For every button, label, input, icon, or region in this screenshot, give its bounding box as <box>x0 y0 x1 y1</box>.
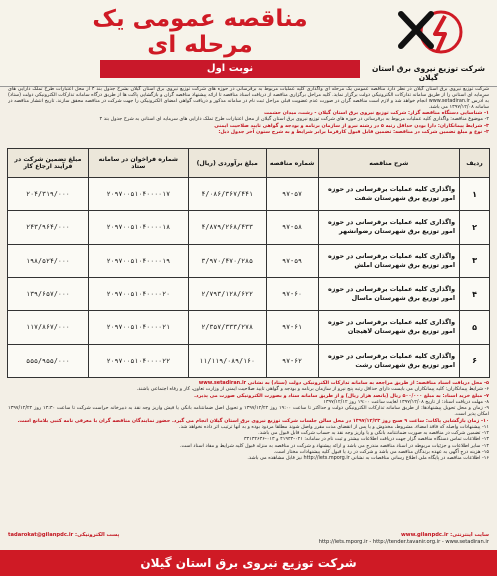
cell-code: ۹۷-۵۸ <box>266 211 318 244</box>
cell-guarantee: ۱۳۹/۶۵۷/۰۰۰ <box>8 277 89 310</box>
cell-estimate: ۳/۹۷۰/۴۷۰/۲۸۵ <box>188 244 266 277</box>
email-label: پست الکترونیکی: <box>75 532 120 538</box>
cell-desc: واگذاری کلیه عملیات برقرسانی در حوزه امور توزیع برق شهرستان رضوانشهر <box>318 211 460 244</box>
note-item: ۷- مبلغ خرید اسناد: به مبلغ ۵۰۰/۰۰۰ ریال (پانصد هزار ریال) و از طریق سامانه ستاد و بصورت الکترونیکی صورت می پذیرد. <box>194 392 489 399</box>
table-header-row <box>8 149 490 178</box>
header-guarantee: مبلغ تضمین شرکت در فرآیند ارجاع کار <box>8 149 89 178</box>
intro-point-4: ۴- نوع و مبلغ تضمین شرکت در مناقصه: تضمین قابل قبول کارفرما برابر شرایط و به شرح ستون آخر جدول ذیل: <box>218 128 489 135</box>
note-item: ۱۲- تضمین شرکت در مناقصه به صورت ضمانتنامه بانکی و یا واریز وجه نقد به حساب شرکت قابل قبول می باشد. <box>258 430 489 436</box>
email-link[interactable]: tadarokat@gilanpdc.ir <box>8 532 74 538</box>
cell-setad: ۲۰۹۷۰۰۵۱۰۴۰۰۰۰۲۲ <box>88 344 188 377</box>
cell-estimate: ۴/۰۸۶/۳۶۷/۴۴۱ <box>188 178 266 211</box>
cell-desc: واگذاری کلیه عملیات برقرسانی در حوزه امور توزیع برق شهرستان املش <box>318 244 460 277</box>
table-row <box>8 211 490 244</box>
cell-row-no: ۲ <box>460 211 490 244</box>
intro-point-2: ۲- موضوع مناقصه: واگذاری کلیه عملیات مربوط به برقرسانی در حوزه های شرکت توزیع نیروی برق استان گیلان از محل اعتبارات طرح تملک دارایی های سرمایه ای استانی به شرح جدول بند ۴ <box>99 116 489 123</box>
notice-header <box>0 0 497 87</box>
note-item: ۱۴- سایر اطلاعات و جزئیات مربوطه در اسناد مناقصه مندرج می باشد و ارائه پیشنهاد و شرکت در مناقصه به منزله قبول کلیه شرایط و مفاد اسناد است. <box>179 442 489 449</box>
cell-guarantee: ۱۱۷/۸۶۷/۰۰۰ <box>8 311 89 344</box>
table-row <box>8 277 490 310</box>
cell-row-no: ۶ <box>460 344 490 377</box>
table-row <box>8 178 490 211</box>
note-item: ۸- مهلت دریافت اسناد: از تاریخ ۱۳۹۷/۱۲/۰۸ لغایت ساعت ۱۹:۰۰ روز ۱۳۹۷/۱۲/۱۲ <box>323 398 489 405</box>
cell-desc: واگذاری کلیه عملیات برقرسانی در حوزه امور توزیع برق شهرستان رشت <box>318 344 460 377</box>
cell-code: ۹۷-۶۰ <box>266 277 318 310</box>
header-row-no: ردیف <box>460 149 490 178</box>
note-item: ۶- شرایط پیمانکاران: کلیه پیمانکاران می بایست دارای حداقل رتبه پنج نیرو از سازمان برنامه و بودجه و گواهی تایید صلاحیت ایمنی از وزارت تعاون، کار و رفاه اجتماعی باشند. <box>136 386 489 393</box>
cell-code: ۹۷-۵۹ <box>266 244 318 277</box>
cell-row-no: ۱ <box>460 178 490 211</box>
cell-row-no: ۴ <box>460 277 490 310</box>
tenders-table <box>7 148 490 378</box>
notes-section <box>8 380 489 530</box>
intro-point-1: ۱- شناسایی دستگاه مناقصه گزار: شرکت توزیع نیروی برق استان گیلان - رشت، میدان حشمت <box>264 110 489 117</box>
intro-point-3: ۳- شرایط پیمانکاران: دارا بودن حداقل رتبه ۵ در رشته نیرو از سازمان برنامه و بودجه و گواهی تایید صلاحیت ایمنی <box>214 122 489 129</box>
cell-setad: ۲۰۹۷۰۰۵۱۰۴۰۰۰۰۱۷ <box>88 178 188 211</box>
email-block <box>8 532 119 538</box>
cell-setad: ۲۰۹۷۰۰۵۱۰۴۰۰۰۰۱۹ <box>88 244 188 277</box>
note-item: ۱۱- پیشنهادات واصله که فاقد امضاء، مشروط، مخدوش و یا پس از انقضای مدت مقرر واصل شوند مطلقا مردود بوده و به آنها ترتیب اثر داده نخواهد شد. <box>179 423 489 430</box>
notice-title: مناقصه عمومی یک مرحله ای <box>92 6 308 58</box>
cell-estimate: ۱۱/۱۱۹/۰۸۹/۱۶۰ <box>188 344 266 377</box>
company-logo-icon <box>395 8 469 60</box>
round-label: نوبت اول <box>100 60 360 78</box>
cell-code: ۹۷-۵۷ <box>266 178 318 211</box>
cell-desc: واگذاری کلیه عملیات برقرسانی در حوزه امور توزیع برق شهرستان ماسال <box>318 277 460 310</box>
cell-setad: ۲۰۹۷۰۰۵۱۰۴۰۰۰۰۱۸ <box>88 211 188 244</box>
cell-setad: ۲۰۹۷۰۰۵۱۰۴۰۰۰۰۲۱ <box>88 311 188 344</box>
cell-desc: واگذاری کلیه عملیات برقرسانی در حوزه امور توزیع برق شهرستان لاهیجان <box>318 311 460 344</box>
intro-text: شرکت توزیع نیروی برق استان گیلان در نظر دارد مناقصه عمومی یک مرحله ای واگذاری کلیه عملیات مربوط به برقرسانی در حوزه های شرکت توزیع نیروی برق استان گیلان بشرح جدول بند ۴ از محل اعتبارات طرح تملک دارایی های سرمایه ای استانی را از طریق سامانه تدارکات الکترونیکی دولت برگزار نماید. کلیه مراحل برگزاری مناقصه از دریافت اسناد مناقصه تا ارائه پیشنهاد مناقصه گران و بازگشایی پاکت ها از طریق درگاه سامانه تدارکات الکترونیکی دولت (ستاد) به آدرس www.setadiran.ir انجام خواهد شد و لازم است مناقصه گران در صورت عدم عضویت قبلی مراحل ثبت نام در سامانه مذکور و دریافت گواهی امضای الکترونیکی را جهت شرکت در مناقصه محقق سازند. تاریخ انتشار مناقصه در سامانه ۱۳۹۷/۱۲/۰۸ می باشد. <box>8 86 489 111</box>
note-item: ۱۵- هزینه درج آگهی به عهده برندگان مناقصه می باشد و شرکت در رد یا قبول کلیه پیشنهادات مختار است. <box>273 448 489 455</box>
note-item: ۵- محل دریافت اسناد مناقصه: از طریق مراجعه به سامانه تدارکات الکترونیکی دولت (ستاد) به نشانی www.setadiran.ir <box>198 380 489 386</box>
table-row <box>8 311 490 344</box>
note-item: ۹- زمان و محل تحویل پیشنهادها: از طریق سامانه تدارکات الکترونیکی دولت و حداکثر تا ساعت ۱۹:۰۰ روز ۱۳۹۷/۱۲/۲۲ و تحویل اصل ضمانتنامه بانکی یا فیش واریز وجه نقد به دبیرخانه حراست شرکت تا ساعت ۱۴:۳۰ روز ۱۳۹۷/۱۲/۲۲ امکان پذیر است. <box>8 405 489 418</box>
note-item: ۱۶- اطلاعات مناقصه در پایگاه ملی اطلاع رسانی مناقصات به نشانی http://iets.mporg.ir نیز قابل مشاهده می باشد. <box>247 455 489 461</box>
header-setad: شماره فراخوان در سامانه ستاد <box>88 149 188 178</box>
cell-guarantee: ۲۴۳/۹۶۴/۰۰۰ <box>8 211 89 244</box>
contact-info <box>6 532 491 546</box>
intro-section <box>8 86 489 148</box>
note-item: ۱۰- زمان بازگشایی پاکات: ساعت ۹ صبح روز ۱۳۹۷/۱۲/۲۳ در محل سالن جلسات شرکت توزیع نیروی برق استان گیلان انجام می گیرد. حضور نمایندگان مناقصه گران با معرفی نامه کتبی بلامانع است. <box>17 417 489 424</box>
cell-row-no: ۵ <box>460 311 490 344</box>
website-label: سایت اینترنتی: <box>450 532 489 538</box>
company-name: شرکت توزیع نیروی برق استان گیلان <box>371 64 486 82</box>
website-link[interactable]: www.gilanpdc.ir <box>401 532 449 538</box>
cell-guarantee: ۱۹۸/۵۲۴/۰۰۰ <box>8 244 89 277</box>
cell-estimate: ۲/۷۹۳/۱۲۸/۶۲۲ <box>188 277 266 310</box>
header-code: شماره مناقصه <box>266 149 318 178</box>
table-row <box>8 344 490 377</box>
website-block <box>401 532 489 538</box>
header-estimate: مبلغ برآوردی (ریال) <box>188 149 266 178</box>
cell-estimate: ۴/۸۷۹/۲۶۸/۴۳۳ <box>188 211 266 244</box>
footer-company: شرکت توزیع نیروی برق استان گیلان <box>0 550 497 576</box>
cell-guarantee: ۵۵۵/۹۵۵/۰۰۰ <box>8 344 89 377</box>
cell-estimate: ۲/۳۵۷/۳۳۳/۲۷۸ <box>188 311 266 344</box>
header-desc: شرح مناقصه <box>318 149 460 178</box>
cell-code: ۹۷-۶۲ <box>266 344 318 377</box>
note-item: ۱۳- اطلاعات تماس دستگاه مناقصه گزار جهت دریافت اطلاعات بیشتر و ثبت نام در سامانه: ۰۲۱-۴۱۹۳۴ و ۰۱۳-۳۳۱۳۴۶۳۶ <box>243 436 489 443</box>
portal-links[interactable]: http://iets.mporg.ir - http://tender.tavanir.org.ir - www.setadiran.ir <box>318 539 489 545</box>
cell-code: ۹۷-۶۱ <box>266 311 318 344</box>
cell-guarantee: ۲۰۴/۳۱۹/۰۰۰ <box>8 178 89 211</box>
table-row <box>8 244 490 277</box>
cell-desc: واگذاری کلیه عملیات برقرسانی در حوزه امور توزیع برق شهرستان شفت <box>318 178 460 211</box>
cell-row-no: ۳ <box>460 244 490 277</box>
cell-setad: ۲۰۹۷۰۰۵۱۰۴۰۰۰۰۲۰ <box>88 277 188 310</box>
